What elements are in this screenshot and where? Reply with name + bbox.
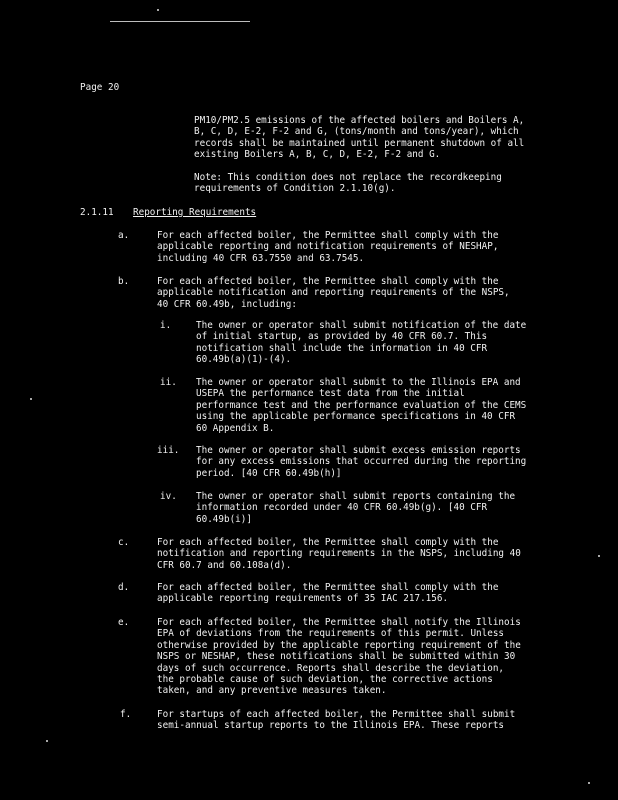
text-line: NSPS or NESHAP, these notifications shall be submitted within 30 — [157, 651, 516, 663]
text-line: taken, and any preventive measures taken. — [157, 685, 387, 697]
text-line: 60.49b(a)(1)-(4). — [196, 354, 292, 366]
text-line: including 40 CFR 63.7550 and 63.7545. — [157, 252, 365, 264]
scan-speck — [46, 740, 48, 742]
text-line: 60.49b(i)] — [196, 513, 252, 525]
text-line: For each affected boiler, the Permittee shall comply with the — [157, 582, 499, 593]
scan-speck — [157, 9, 159, 11]
text-line: semi-annual startup reports to the Illinois EPA. These reports — [157, 720, 505, 732]
section-number: 2.1.11 — [80, 207, 114, 218]
item-label: e. — [118, 617, 130, 628]
text-line: applicable reporting and notification requirements of NESHAP, — [157, 241, 499, 253]
item-b-text — [157, 276, 510, 310]
text-line: 60 Appendix B. — [196, 422, 275, 434]
text-line: 40 CFR 60.49b, including: — [157, 298, 297, 310]
scan-speck — [30, 398, 32, 400]
text-line: otherwise provided by the applicable reporting requirement of the — [157, 639, 521, 651]
text-line: The owner or operator shall submit reports containing the — [196, 491, 516, 502]
text-line: Note: This condition does not replace the recordkeeping — [194, 172, 502, 183]
text-line: of initial startup, as provided by 40 CFR 60.7. This — [196, 331, 488, 343]
text-line: records shall be maintained until permanent shutdown of all — [194, 137, 525, 149]
text-line: The owner or operator shall submit to the Illinois EPA and — [196, 377, 521, 388]
scan-speck — [588, 782, 590, 784]
item-c-text — [157, 537, 521, 571]
text-line: For each affected boiler, the Permittee shall comply with the — [157, 276, 499, 287]
text-line: USEPA the performance test data from the initial — [196, 388, 465, 400]
text-line: period. [40 CFR 60.49b(h)] — [196, 467, 342, 479]
item-d-text — [157, 582, 498, 605]
text-line: B, C, D, E-2, F-2 and G, (tons/month and tons/year), which — [194, 126, 519, 138]
text-line: applicable reporting requirements of 35 IAC 217.156. — [157, 593, 449, 605]
subitem-iii-text — [196, 445, 526, 479]
item-a-text — [157, 230, 498, 264]
page-number: Page 20 — [80, 82, 120, 93]
text-line: EPA of deviations from the requirements of this permit. Unless — [157, 628, 505, 640]
subitem-label: iii. — [157, 445, 180, 456]
section-title: Reporting Requirements — [133, 207, 257, 218]
item-label: b. — [118, 276, 130, 287]
text-line: PM10/PM2.5 emissions of the affected boilers and Boilers A, — [194, 115, 525, 126]
item-e-text — [157, 617, 521, 697]
text-line: CFR 60.7 and 60.108a(d). — [157, 559, 292, 571]
text-line: For startups of each affected boiler, the Permittee shall submit — [157, 709, 516, 720]
text-line: For each affected boiler, the Permittee shall comply with the — [157, 230, 499, 241]
subitem-label: ii. — [160, 377, 177, 388]
item-label: a. — [118, 230, 130, 241]
note-paragraph — [194, 172, 502, 195]
text-line: requirements of Condition 2.1.10(g). — [194, 183, 396, 195]
subitem-label: iv. — [160, 491, 177, 502]
header-rule — [110, 21, 250, 22]
item-label: d. — [118, 582, 130, 593]
item-f-text — [157, 709, 515, 732]
text-line: existing Boilers A, B, C, D, E-2, F-2 and G. — [194, 149, 441, 161]
item-label: f. — [120, 709, 132, 720]
text-line: For each affected boiler, the Permittee shall comply with the — [157, 537, 499, 548]
item-label: c. — [118, 537, 130, 548]
text-line: the probable cause of such deviation, the corrective actions — [157, 674, 493, 686]
subitem-label: i. — [160, 320, 172, 331]
subitem-iv-text — [196, 491, 515, 525]
subitem-ii-text — [196, 377, 526, 434]
subitem-i-text — [196, 320, 526, 366]
text-line: notification shall include the information in 40 CFR — [196, 342, 488, 354]
text-line: using the applicable performance specifications in 40 CFR — [196, 411, 516, 423]
text-line: for any excess emissions that occurred during the reporting — [196, 456, 527, 468]
scan-speck — [598, 555, 600, 557]
text-line: The owner or operator shall submit excess emission reports — [196, 445, 521, 456]
text-line: information recorded under 40 CFR 60.49b(g). [40 CFR — [196, 502, 488, 514]
text-line: The owner or operator shall submit notification of the date — [196, 320, 527, 331]
text-line: For each affected boiler, the Permittee shall notify the Illinois — [157, 617, 521, 628]
text-line: applicable notification and reporting requirements of the NSPS, — [157, 287, 510, 299]
text-line: notification and reporting requirements in the NSPS, including 40 — [157, 548, 521, 560]
intro-paragraph — [194, 115, 524, 161]
text-line: performance test and the performance evaluation of the CEMS — [196, 399, 527, 411]
text-line: days of such occurrence. Reports shall describe the deviation, — [157, 662, 505, 674]
